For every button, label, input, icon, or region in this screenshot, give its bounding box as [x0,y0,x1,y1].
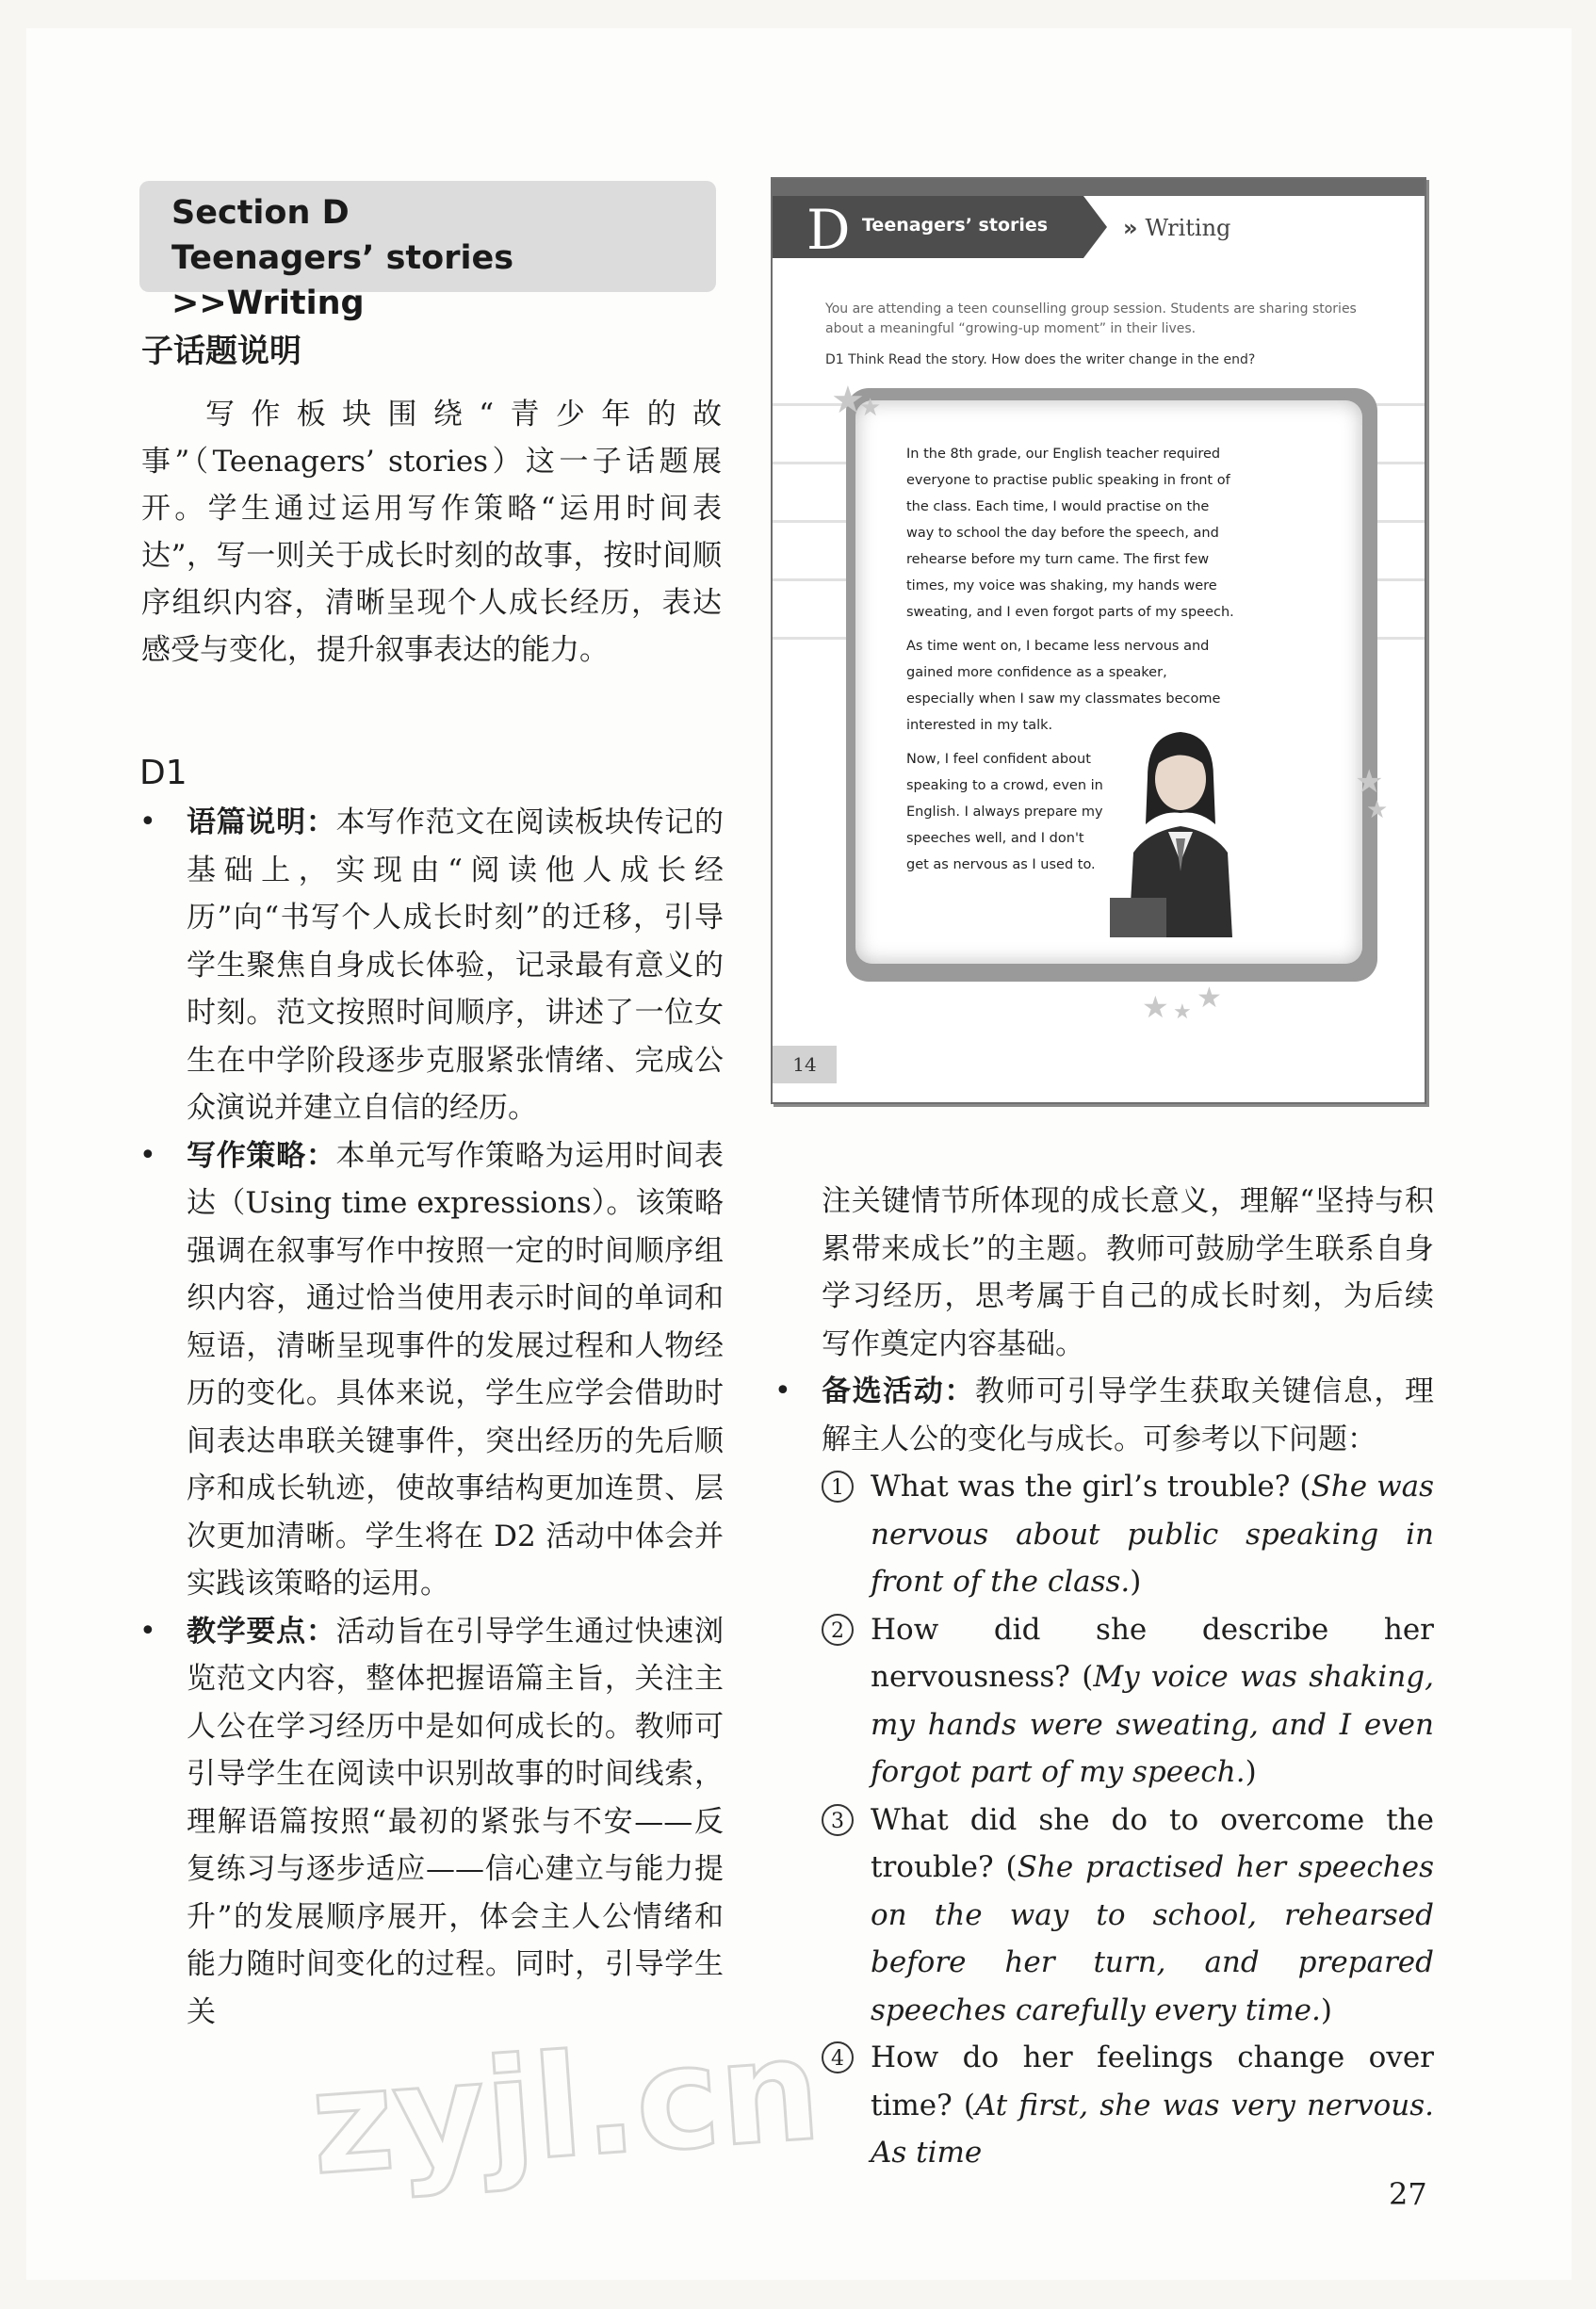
textbook-page-number: 14 [773,1046,837,1083]
section-title: Teenagers’ stories [171,239,514,277]
star-icon: ★ [1366,796,1389,824]
textbook-header [773,179,1425,264]
star-icon: ★ [831,379,865,422]
circled-number: 1 [822,1471,854,1503]
textbook-writing-label: » Writing [1123,215,1231,241]
bullet-label: 备选活动： [822,1374,975,1408]
bullet-text: 本单元写作策略为运用时间表达（Using time expressions）。该策略强调在叙事写作中按照一定的时间顺序组织内容，通过恰当使用表示时间的单词和短语，清晰呈现事件的发展过程和人物经历的变化。具体来说，学生应学会借助时间表达串联关键事件，突出经历的先后顺序和成长轨迹，使故事结构更加连贯、层次更加清晰。学生将在 D2 活动中体会并实践该策略的运用。 [187,1138,725,1601]
story-paragraph: Now, I feel confident about speaking to a crowd, even in English. I always prepare my speeches well, and I don't get as nervous as I used to. [906,752,1103,872]
section-subtitle: >>Writing [171,285,365,322]
textbook-section-letter: D [806,198,851,262]
star-icon: ★ [859,394,882,422]
star-icon: ★ [1355,763,1384,801]
bullet-text: 教师可引导学生获取关键信息，理解主人公的变化与成长。可参考以下问题： [822,1374,1435,1456]
question-list [774,1463,1434,2177]
star-icon: ★ [1197,982,1222,1015]
question-item: 2 How did she describe her nervousness? (My voice was shaking, my hands were sweating, and I even forgot part of my speech.) [822,1606,1434,1797]
bullet-text: 活动旨在引导学生通过快速浏览范文内容，整体把握语篇主旨，关注主人公在学习经历中是如何成长的。教师可引导学生在阅读中识别故事的时间线索，理解语篇按照“最初的紧张与不安——反复练习与逐步适应——信心建立与能力提升”的发展顺序展开，体会主人公情绪和能力随时间变化的过程。同时，引导学生关 [187,1614,725,2029]
textbook-page-image [771,177,1426,1104]
right-column [774,1178,1434,2177]
header-bar [773,179,1425,196]
question-item: 1 What was the girl’s trouble? (She was nervous about public speaking in front of the class.) [822,1463,1434,1606]
section-label: Section D [171,194,350,232]
subtopic-heading: 子话题说明 [141,333,301,370]
star-icon: ★ [1173,1000,1192,1024]
section-banner [139,181,716,322]
star-icon: ★ [1142,989,1169,1025]
left-column [139,799,724,2036]
page-number: 27 [1389,2176,1427,2212]
textbook-section-title: Teenagers’ stories [862,215,1049,236]
textbook-instruction: You are attending a teen counselling group session. Students are sharing stories about a meaningful “growing-up moment” in their lives. [825,301,1357,336]
textbook-think-task: D1 Think Read the story. How does the writer change in the end? [825,352,1256,367]
circled-number: 3 [822,1804,854,1836]
question-item: 4 How do her feelings change over time? (At first, she was very nervous. As time [822,2034,1434,2177]
d1-heading: D1 [139,754,187,792]
bullet-text-description [139,799,724,1132]
chevron-right-icon: » [1123,215,1138,241]
watermark-logo: zyjl.cn [305,2008,826,2207]
question-item: 3 What did she do to overcome the trouble? (She practised her speeches on the way to school, rehearsed before her turn, and prepared speeches carefully every time.) [822,1797,1434,2035]
bullet-text: 本写作范文在阅读板块传记的基础上，实现由“阅读他人成长经历”向“书写个人成长时刻”的迁移，引导学生聚焦自身成长体验，记录最有意义的时刻。范文按照时间顺序，讲述了一位女生在中学阶段逐步克服紧张情绪、完成公众演说并建立自信的经历。 [187,805,725,1125]
intro-paragraph: 写作板块围绕“青少年的故事”（Teenagers’ stories）这一子话题展开。学生通过运用写作策略“运用时间表达”，写一则关于成长时刻的故事，按时间顺序组织内容，清晰呈现个人成长经历，表达感受与变化，提升叙事表达的能力。 [141,398,722,667]
story-paragraph: As time went on, I became less nervous and gained more confidence as a speaker, especially when I saw my classmates become interested in my talk. [906,639,1221,733]
teaching-points-continuation: 注关键情节所体现的成长意义，理解“坚持与积累带来成长”的主题。教师可鼓励学生联系自身学习经历，思考属于自己的成长时刻，为后续写作奠定内容基础。 [822,1184,1434,1361]
bullet-label: 语篇说明： [187,805,336,839]
bullet-writing-strategy [139,1132,724,1608]
bullet-optional-activity [774,1368,1434,1463]
circled-number: 4 [822,2041,854,2073]
circled-number: 2 [822,1614,854,1646]
bullet-teaching-points [139,1608,724,2037]
girl-photo [1110,721,1251,937]
story-paragraph: In the 8th grade, our English teacher required everyone to practise public speaking in front of the class. Each time, I would practise on the way to school the day before the speech, and rehearse before my turn came. The first few times, my voice was shaking, my hands were sweating, and I even forgot parts of my speech. [906,447,1234,620]
bullet-label: 写作策略： [187,1138,336,1173]
bullet-label: 教学要点： [187,1614,336,1649]
